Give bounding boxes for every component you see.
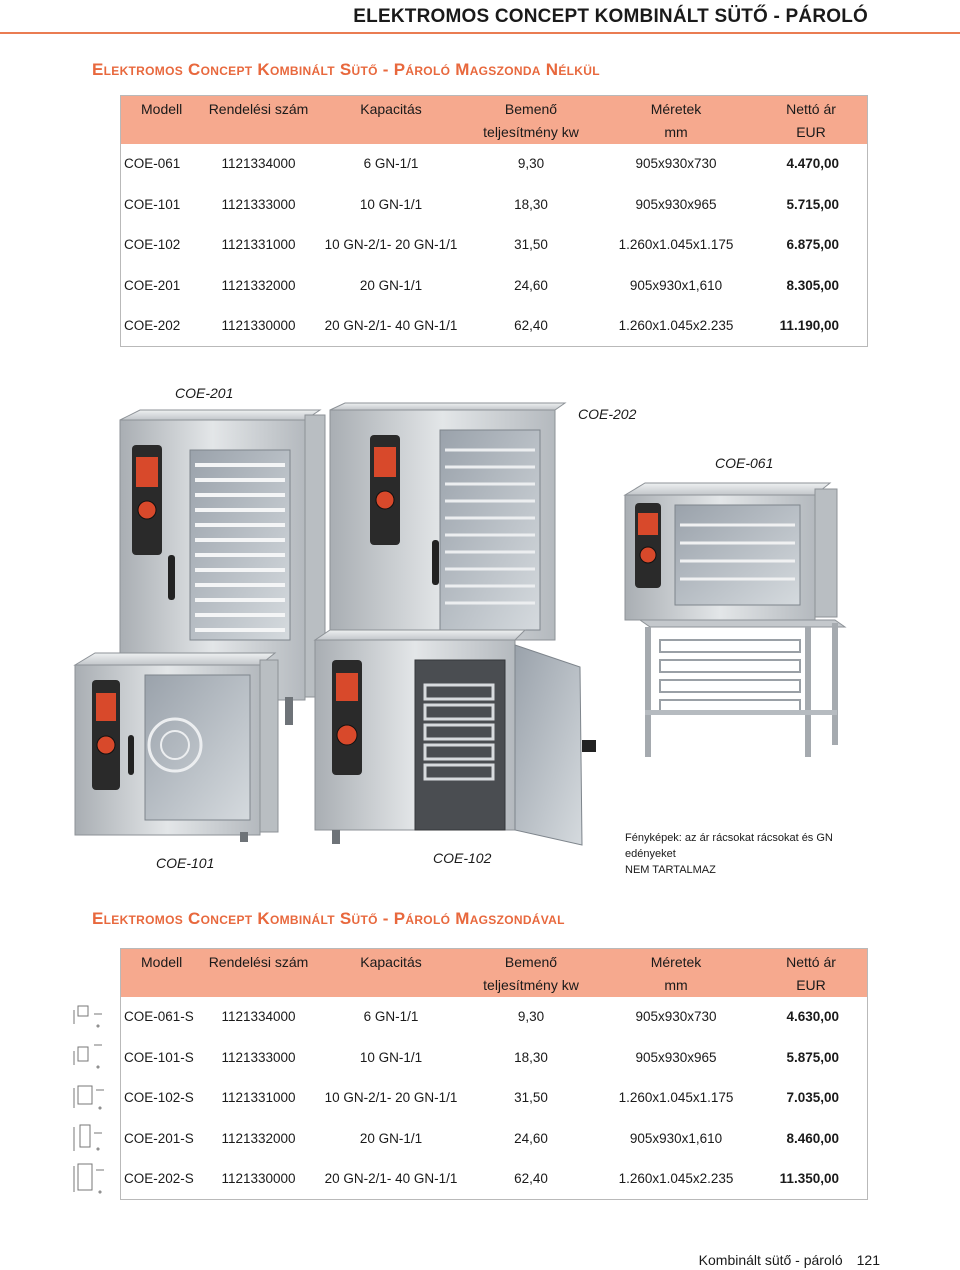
cell-price: 11.190,00: [779, 318, 839, 333]
cell-model: COE-101-S: [124, 1049, 194, 1065]
col-order: Rendelési szám: [208, 954, 309, 970]
cell-capacity: 10 GN-1/1: [359, 1049, 423, 1065]
cell-price: 8.305,00: [786, 277, 839, 293]
table-row: [121, 1119, 867, 1160]
page-header: [0, 0, 960, 34]
cell-model: COE-201-S: [124, 1130, 194, 1146]
caption-coe201: COE-201: [175, 385, 234, 401]
ovens-illustration: [70, 375, 890, 875]
diagram-thumb-icon: [64, 1119, 114, 1155]
cell-order: 1121330000: [221, 1171, 296, 1186]
cell-order: 1121333000: [221, 196, 296, 212]
cell-dims: 1.260x1.045x1.175: [618, 1090, 734, 1105]
table-row: [121, 266, 867, 307]
col-power-unit: teljesítmény kw: [483, 124, 579, 140]
cell-order: 1121330000: [221, 318, 296, 333]
table-row: [121, 1159, 867, 1200]
cell-dims: 905x930x730: [635, 1009, 717, 1024]
diagram-thumb-icon: [64, 1160, 114, 1196]
cell-power: 62,40: [514, 1171, 548, 1186]
col-model: Modell: [141, 101, 183, 117]
col-dims: Méretek: [650, 954, 702, 970]
table-row: [121, 1078, 867, 1119]
table-header: [121, 949, 867, 997]
price-table-without-probe: [120, 95, 868, 347]
caption-coe102: COE-102: [433, 850, 492, 866]
col-order: Rendelési szám: [208, 101, 309, 117]
cell-capacity: 10 GN-2/1- 20 GN-1/1: [324, 237, 458, 252]
cell-price: 5.715,00: [786, 196, 839, 212]
cell-order: 1121331000: [221, 1090, 296, 1105]
product-photos: [70, 375, 890, 875]
col-price: Nettó ár: [786, 954, 836, 970]
footer-label: Kombinált sütő - pároló: [698, 1252, 843, 1268]
cell-model: COE-201: [124, 277, 181, 293]
col-price: Nettó ár: [786, 101, 836, 117]
caption-coe101: COE-101: [156, 855, 215, 871]
cell-model: COE-202: [124, 318, 181, 333]
cell-capacity: 6 GN-1/1: [363, 156, 419, 171]
section-title-without-probe: Elektromos Concept Kombinált Sütő - Pároló Magszonda Nélkül: [92, 60, 600, 79]
cell-capacity: 6 GN-1/1: [363, 1009, 419, 1024]
cell-dims: 905x930x1,610: [629, 277, 723, 293]
cell-dims: 905x930x965: [635, 196, 717, 212]
col-dims-unit: mm: [664, 977, 688, 993]
cell-dims: 905x930x730: [635, 156, 717, 171]
page-number: 121: [856, 1252, 880, 1268]
cell-power: 18,30: [514, 1049, 548, 1065]
cell-price: 8.460,00: [786, 1130, 839, 1146]
oven-coe101: [75, 653, 278, 842]
note-line-2: NEM TARTALMAZ: [625, 864, 716, 876]
cell-model: COE-061: [124, 156, 181, 171]
cell-power: 9,30: [517, 156, 545, 171]
cell-power: 24,60: [514, 1130, 548, 1146]
col-price-unit: EUR: [796, 124, 826, 140]
section-title-with-probe: Elektromos Concept Kombinált Sütő - Pároló Magszondával: [92, 909, 565, 928]
table-row: [121, 144, 867, 185]
col-power: Bemenő: [504, 101, 558, 117]
cell-price: 11.350,00: [779, 1171, 839, 1186]
cell-power: 24,60: [514, 277, 548, 293]
diagram-thumb-icon: [64, 996, 114, 1032]
table-row: [121, 1038, 867, 1079]
diagram-thumb-icon: [64, 1037, 114, 1073]
cell-dims: 905x930x1,610: [629, 1130, 723, 1146]
cell-order: 1121332000: [221, 1130, 296, 1146]
table-row: [121, 185, 867, 226]
cell-capacity: 20 GN-2/1- 40 GN-1/1: [324, 1171, 458, 1186]
oven-coe061: [625, 483, 845, 757]
oven-coe202: [330, 403, 565, 640]
table-row: [121, 225, 867, 266]
cell-dims: 905x930x965: [635, 1049, 717, 1065]
cell-dims: 1.260x1.045x1.175: [618, 237, 734, 252]
cell-order: 1121334000: [221, 156, 296, 171]
col-capacity: Kapacitás: [360, 101, 422, 117]
cell-dims: 1.260x1.045x2.235: [618, 318, 734, 333]
cell-model: COE-061-S: [124, 1009, 194, 1024]
cell-price: 7.035,00: [786, 1090, 839, 1105]
note-line-1: Fényképek: az ár rácsokat rácsokat és GN edényeket: [625, 832, 833, 860]
cell-order: 1121334000: [221, 1009, 296, 1024]
cell-power: 31,50: [514, 1090, 548, 1105]
cell-power: 9,30: [517, 1009, 545, 1024]
cell-order: 1121333000: [221, 1049, 296, 1065]
cell-price: 4.630,00: [786, 1009, 839, 1024]
cell-model: COE-202-S: [124, 1171, 194, 1186]
cell-dims: 1.260x1.045x2.235: [618, 1171, 734, 1186]
cell-order: 1121331000: [221, 237, 296, 252]
caption-coe202: COE-202: [578, 406, 637, 422]
col-power: Bemenő: [504, 954, 558, 970]
diagram-thumb-icon: [64, 1078, 114, 1114]
col-power-unit: teljesítmény kw: [483, 977, 579, 993]
cell-model: COE-102-S: [124, 1090, 194, 1105]
cell-model: COE-102: [124, 237, 181, 252]
oven-coe102: [315, 630, 596, 845]
col-capacity: Kapacitás: [360, 954, 422, 970]
cell-price: 5.875,00: [786, 1049, 839, 1065]
cell-capacity: 10 GN-2/1- 20 GN-1/1: [324, 1090, 458, 1105]
col-model: Modell: [141, 954, 183, 970]
cell-capacity: 20 GN-1/1: [359, 277, 423, 293]
cell-power: 62,40: [514, 318, 548, 333]
page-title: ELEKTROMOS CONCEPT KOMBINÁLT SÜTŐ - PÁROLÓ: [353, 6, 868, 27]
col-price-unit: EUR: [796, 977, 826, 993]
cell-model: COE-101: [124, 196, 181, 212]
page-footer: [699, 1252, 880, 1268]
table-header: [121, 96, 867, 144]
cell-price: 6.875,00: [786, 237, 839, 252]
cell-capacity: 20 GN-2/1- 40 GN-1/1: [324, 318, 458, 333]
cell-power: 31,50: [514, 237, 548, 252]
col-dims: Méretek: [650, 101, 702, 117]
cell-power: 18,30: [514, 196, 548, 212]
cell-capacity: 20 GN-1/1: [359, 1130, 423, 1146]
cell-price: 4.470,00: [786, 156, 839, 171]
price-table-with-probe: [120, 948, 868, 1200]
photo-note: [625, 830, 885, 878]
col-dims-unit: mm: [664, 124, 688, 140]
caption-coe061: COE-061: [715, 455, 774, 471]
cell-capacity: 10 GN-1/1: [359, 196, 423, 212]
table-row: [121, 306, 867, 347]
cell-order: 1121332000: [221, 277, 296, 293]
diagram-thumbnails: [64, 996, 114, 1202]
table-row: [121, 997, 867, 1038]
